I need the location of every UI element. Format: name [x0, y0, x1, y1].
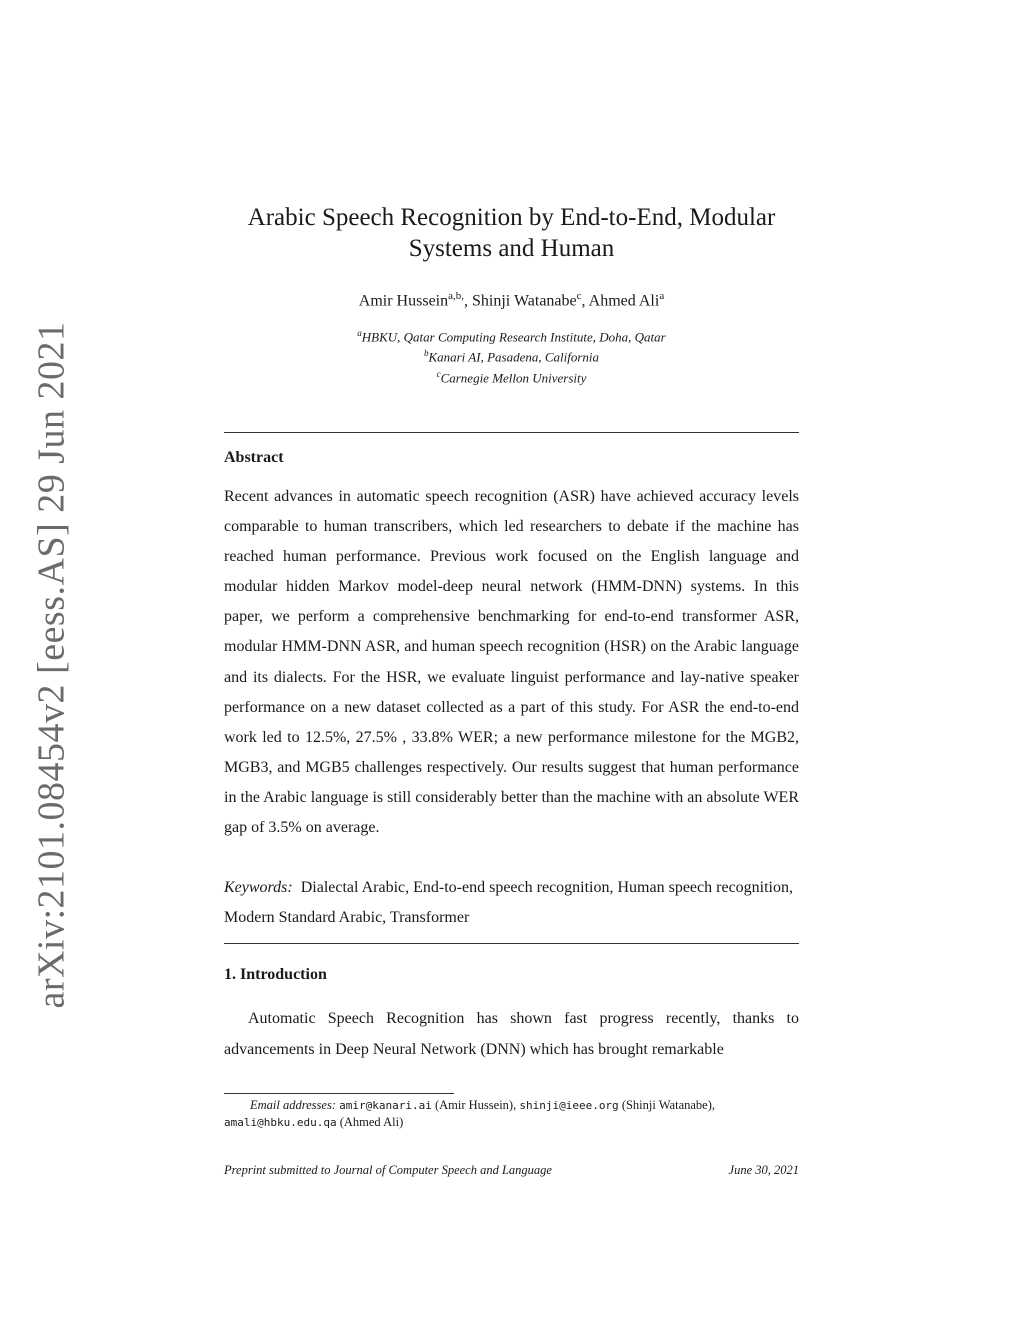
footer-date: June 30, 2021 — [728, 1163, 799, 1177]
keywords — [224, 873, 799, 933]
keywords-text: Dialectal Arabic, End-to-end speech recognition, Human speech recognition, Modern Standard Arabic, Transformer — [224, 879, 793, 926]
abstract-text: Recent advances in automatic speech recognition (ASR) have achieved accuracy levels comparable to human transcribers, which led researchers to debate if the machine has reached human performance. Previous work focused on the English language and modular hidden Markov model-deep neural network (HMM-DNN) systems. In this paper, we perform a comprehensive benchmarking for end-to-end transformer ASR, modular HMM-DNN ASR, and human speech recognition (HSR) on the Arabic language and its dialects. For the HSR, we evaluate linguist performance and lay-native speaker performance on a new dataset collected as a part of this study. For ASR the end-to-end work led to 12.5%, 27.5% , 33.8% WER; a new performance milestone for the MGB2, MGB3, and MGB5 challenges respectively. Our results suggest that human performance in the Arabic language is still considerably better than the machine with an absolute WER gap of 3.5% on average. — [224, 488, 799, 837]
affil-text: Carnegie Mellon University — [440, 369, 587, 385]
abstract-bottom-rule — [224, 943, 799, 944]
footnote-label: Email addresses: — [250, 1098, 336, 1112]
abstract-top-rule — [224, 432, 799, 433]
author-list — [224, 290, 799, 310]
page-footer — [224, 1163, 799, 1178]
affiliation — [224, 325, 799, 345]
author-affil-mark: c — [576, 290, 582, 302]
affil-mark: b — [423, 348, 429, 359]
footnote — [224, 1097, 799, 1131]
paragraph: Automatic Speech Recognition has shown fast progress recently, thanks to advancements in Deep Neural Network (DNN) which has brought remarkable — [224, 1010, 799, 1058]
affil-mark: a — [357, 328, 362, 338]
paper-title — [224, 202, 799, 264]
title-line-2: Systems and Human — [408, 235, 615, 262]
email-link[interactable]: amir@kanari.ai — [339, 1099, 432, 1112]
abstract-heading: Abstract — [224, 449, 284, 466]
introduction-text — [224, 1004, 799, 1065]
arxiv-stamp — [31, 321, 73, 1009]
affil-text: Kanari AI, Pasadena, California — [428, 349, 600, 365]
footnote-rule — [224, 1093, 454, 1094]
email-owner: (Shinji Watanabe), — [618, 1098, 715, 1112]
author-separator: , — [581, 292, 589, 310]
email-link[interactable]: amali@hbku.edu.qa — [224, 1116, 337, 1129]
email-link[interactable]: shinji@ieee.org — [519, 1099, 619, 1112]
affiliation — [224, 366, 799, 386]
title-line-1: Arabic Speech Recognition by End-to-End, Modular — [247, 204, 776, 231]
affil-text: HBKU, Qatar Computing Research Institute, Doha, Qatar — [361, 329, 666, 345]
affiliation — [224, 345, 799, 365]
author-name: Shinji Watanabe — [472, 292, 577, 310]
email-owner: (Amir Hussein), — [431, 1098, 520, 1112]
author-affil-mark: a — [659, 290, 665, 302]
author-affil-mark: a,b, — [448, 290, 464, 302]
email-owner: (Ahmed Ali) — [336, 1115, 404, 1129]
affil-mark: c — [436, 368, 441, 379]
author-name: Ahmed Ali — [588, 292, 660, 310]
footer-journal: Preprint submitted to Journal of Computer Speech and Language — [224, 1163, 552, 1177]
author-separator: , — [464, 292, 472, 310]
arxiv-identifier: arXiv:2101.08454v2 [eess.AS] 29 Jun 2021 — [31, 321, 73, 1009]
keywords-label: Keywords: — [224, 879, 293, 896]
section-heading: 1. Introduction — [224, 966, 327, 983]
author-name: Amir Hussein — [358, 292, 449, 310]
affiliation-list — [224, 325, 799, 386]
